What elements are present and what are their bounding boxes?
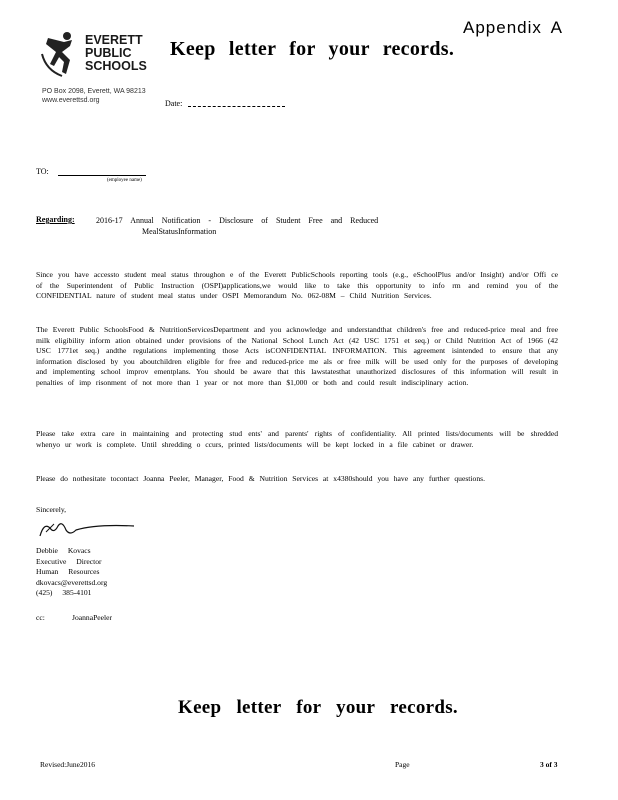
date-label: Date: (165, 99, 183, 108)
cc-name: JoannaPeeler (72, 613, 113, 622)
appendix-label: Appendix A (463, 18, 564, 37)
signer-title: Executive Director (36, 556, 102, 566)
signer-email: dkovacs@everettsd.org (36, 577, 108, 587)
handwritten-signature (36, 518, 136, 540)
regarding-label: Regarding: (36, 215, 75, 224)
website-link: www.everettsd.org (42, 97, 100, 104)
regarding-subject (96, 215, 416, 237)
signature-block (36, 546, 107, 599)
body-paragraph-3: Please take extra care in maintaining and protecting stud ents' and parents' rights of confidentiality. All printed lists/documents will be shredded whenyo ur work is complete. Until shredding o ccurs, printed lists/documents will be kept locked in a file cabinet or drawer. (36, 429, 558, 449)
logo-wordmark (85, 34, 147, 73)
signer-name: Debbie Kovacs (36, 546, 91, 555)
body-paragraph-4: Please do nothesitate tocontact Joanna Peeler, Manager, Food & Nutrition Services at x4380should you have any further questions. (36, 474, 485, 483)
to-sublabel: (employee name) (107, 178, 142, 183)
signer-phone: (425) 385-4101 (36, 588, 92, 598)
logo-line: PUBLIC (85, 46, 132, 60)
regarding-line-1: 2016-17 Annual Notification - Disclosure of Student Free and Reduced (96, 216, 379, 225)
signer-department: Human Resources (36, 567, 100, 577)
logo-line: EVERETT (85, 33, 143, 47)
page-number: 3 of 3 (540, 760, 558, 769)
sincerely-text: Sincerely, (36, 505, 67, 514)
address-line: PO Box 2098, Everett, WA 98213 (42, 88, 146, 95)
to-label: TO: (36, 167, 49, 176)
date-blank-line (188, 106, 285, 107)
address-block (42, 87, 146, 105)
cc-label: cc: (36, 613, 45, 622)
body-paragraph-2: The Everett Public SchoolsFood & NutritionServicesDepartment and you acknowledge and understandthat children's free and reduced-price meal and free milk eligibility inform ation obtained under provisions of the National School Lunch Act (42 USC 1751 et seq.) or Child Nutrition Act of 1966 (42 USC 1771et seq.) andthe regulations implementing those Acts isCONFIDENTIAL INFORMATION. This agreement isintended to ensure that any information disclosed by you aboutchildren eligible for free and reduced-price me als or free milk will be used only for the purposes of developing and implementing school improv ementplans. You should be aware that this lawstatesthat unauthorized disclosures of this information will result in penalties of imp risonment of not more than 1 year or not more than $1,000 or both and could result indisciplinary action. (36, 325, 558, 387)
logo-line: SCHOOLS (85, 59, 147, 73)
body-paragraph-1: Since you have accessto student meal status throughon e of the Everett PublicSchools reporting tools (e.g., eSchoolPlus and/or Insight) and/or Offi ce of the Superintendent of Public Instruction (OSPI)applications,we would like to take this opportunity to info rm and remind you of the CONFIDENTIAL nature of student meal status under OSPI Memorandum No. 062-08M – Child Nutrition Services. (36, 270, 558, 301)
page-label: Page (395, 760, 410, 769)
runner-icon (42, 32, 72, 76)
keep-letter-notice-top: Keep letter for your records. (170, 38, 455, 60)
keep-letter-notice-bottom: Keep letter for your records. (178, 697, 458, 718)
revised-date: Revised:June2016 (40, 760, 95, 769)
to-blank-line (58, 175, 146, 176)
regarding-line-2: MealStatusInformation (142, 227, 217, 236)
